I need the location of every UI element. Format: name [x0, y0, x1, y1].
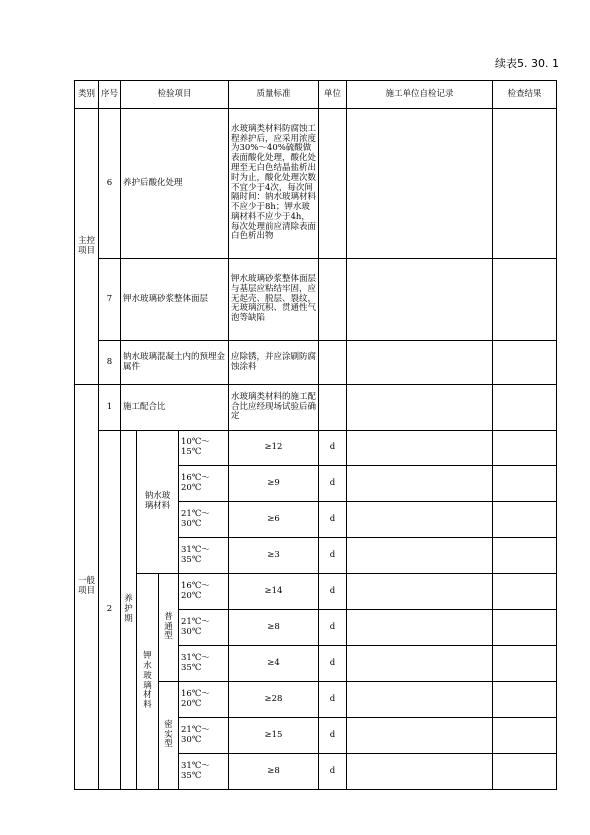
standard-value-cell: ≥14	[229, 574, 319, 610]
standard-cell: 钾水玻璃砂浆整体面层与基层应粘结牢固，应无起壳、脱层、裂纹，无玻璃沉积、贯通性气泡等缺陷	[229, 259, 319, 341]
header-item: 检验项目	[121, 81, 229, 109]
seq-cell: 6	[99, 109, 121, 259]
temperature-cell: 31℃～35℃	[179, 754, 229, 790]
header-row	[75, 81, 557, 109]
record-cell[interactable]	[347, 259, 493, 341]
result-cell[interactable]	[493, 259, 557, 341]
item-cell: 钾水玻璃砂浆整体面层	[121, 259, 229, 341]
result-cell[interactable]	[493, 646, 557, 682]
record-cell[interactable]	[347, 502, 493, 538]
table-row	[75, 385, 557, 431]
standard-cell: 水玻璃类材料防腐蚀工程养护后，应采用浓度为30%～40%硫酸做表面酸化处理，酸化处理至无白色结晶盐析出时为止，酸化处理次数不宜少于4次，每次间隔时间：钠水玻璃材料不应少于8h；钾水玻璃材料不应少于4h，每次处理前应清除表面白色析出物	[229, 109, 319, 259]
temperature-cell: 16℃～20℃	[179, 574, 229, 610]
unit-cell: d	[319, 646, 347, 682]
result-cell[interactable]	[493, 385, 557, 431]
standard-value-cell: ≥8	[229, 754, 319, 790]
seq-cell: 8	[99, 341, 121, 385]
unit-cell	[319, 385, 347, 431]
unit-cell: d	[319, 466, 347, 502]
unit-cell: d	[319, 610, 347, 646]
record-cell[interactable]	[347, 754, 493, 790]
seq-cell: 2	[99, 431, 121, 790]
record-cell[interactable]	[347, 466, 493, 502]
table-row	[75, 109, 557, 259]
result-cell[interactable]	[493, 682, 557, 718]
temperature-cell: 21℃～30℃	[179, 718, 229, 754]
result-cell[interactable]	[493, 341, 557, 385]
unit-cell	[319, 259, 347, 341]
unit-cell: d	[319, 754, 347, 790]
table-row	[75, 259, 557, 341]
result-cell[interactable]	[493, 574, 557, 610]
temperature-cell: 16℃～20℃	[179, 466, 229, 502]
standard-cell: 水玻璃类材料的施工配合比应经现场试验后确定	[229, 385, 319, 431]
normal-type-label: 普通型	[159, 574, 179, 682]
potassium-material-label: 钾水玻璃材料	[137, 574, 159, 790]
header-result: 检查结果	[493, 81, 557, 109]
record-cell[interactable]	[347, 610, 493, 646]
unit-cell: d	[319, 574, 347, 610]
record-cell[interactable]	[347, 538, 493, 574]
result-cell[interactable]	[493, 538, 557, 574]
record-cell[interactable]	[347, 385, 493, 431]
inspection-form-table	[74, 80, 557, 790]
result-cell[interactable]	[493, 466, 557, 502]
header-category: 类别	[75, 81, 99, 109]
standard-value-cell: ≥4	[229, 646, 319, 682]
unit-cell: d	[319, 682, 347, 718]
temperature-cell: 21℃～30℃	[179, 502, 229, 538]
standard-value-cell: ≥8	[229, 610, 319, 646]
result-cell[interactable]	[493, 754, 557, 790]
standard-value-cell: ≥6	[229, 502, 319, 538]
unit-cell	[319, 109, 347, 259]
unit-cell: d	[319, 431, 347, 466]
standard-value-cell: ≥28	[229, 682, 319, 718]
result-cell[interactable]	[493, 502, 557, 538]
table-row	[75, 341, 557, 385]
temperature-cell: 31℃～35℃	[179, 538, 229, 574]
record-cell[interactable]	[347, 646, 493, 682]
unit-cell: d	[319, 718, 347, 754]
standard-value-cell: ≥15	[229, 718, 319, 754]
item-cell: 钠水玻璃混凝土内的预埋金属件	[121, 341, 229, 385]
record-cell[interactable]	[347, 341, 493, 385]
sodium-material-label: 钠水玻璃材料	[137, 431, 179, 574]
result-cell[interactable]	[493, 431, 557, 466]
record-cell[interactable]	[347, 109, 493, 259]
table-row	[75, 431, 557, 466]
standard-cell: 应除锈，并应涂刷防腐蚀涂料	[229, 341, 319, 385]
category-general: 一般项目	[75, 385, 99, 790]
unit-cell: d	[319, 502, 347, 538]
header-record: 施工单位自检记录	[347, 81, 493, 109]
seq-cell: 7	[99, 259, 121, 341]
header-standard: 质量标准	[229, 81, 319, 109]
result-cell[interactable]	[493, 109, 557, 259]
standard-value-cell: ≥3	[229, 538, 319, 574]
item-cell: 养护后酸化处理	[121, 109, 229, 259]
temperature-cell: 10℃～15℃	[179, 431, 229, 466]
dense-type-label: 密实型	[159, 682, 179, 790]
table-caption: 续表5. 30. 1	[495, 57, 559, 70]
standard-value-cell: ≥12	[229, 431, 319, 466]
unit-cell	[319, 341, 347, 385]
curing-period-label: 养护期	[121, 431, 137, 790]
table-row	[75, 574, 557, 610]
seq-cell: 1	[99, 385, 121, 431]
temperature-cell: 21℃～30℃	[179, 610, 229, 646]
temperature-cell: 31℃～35℃	[179, 646, 229, 682]
unit-cell: d	[319, 538, 347, 574]
item-cell: 施工配合比	[121, 385, 229, 431]
record-cell[interactable]	[347, 431, 493, 466]
category-main-control: 主控项目	[75, 109, 99, 385]
record-cell[interactable]	[347, 682, 493, 718]
result-cell[interactable]	[493, 718, 557, 754]
record-cell[interactable]	[347, 574, 493, 610]
result-cell[interactable]	[493, 610, 557, 646]
header-unit: 单位	[319, 81, 347, 109]
standard-value-cell: ≥9	[229, 466, 319, 502]
temperature-cell: 16℃～20℃	[179, 682, 229, 718]
header-seq: 序号	[99, 81, 121, 109]
record-cell[interactable]	[347, 718, 493, 754]
